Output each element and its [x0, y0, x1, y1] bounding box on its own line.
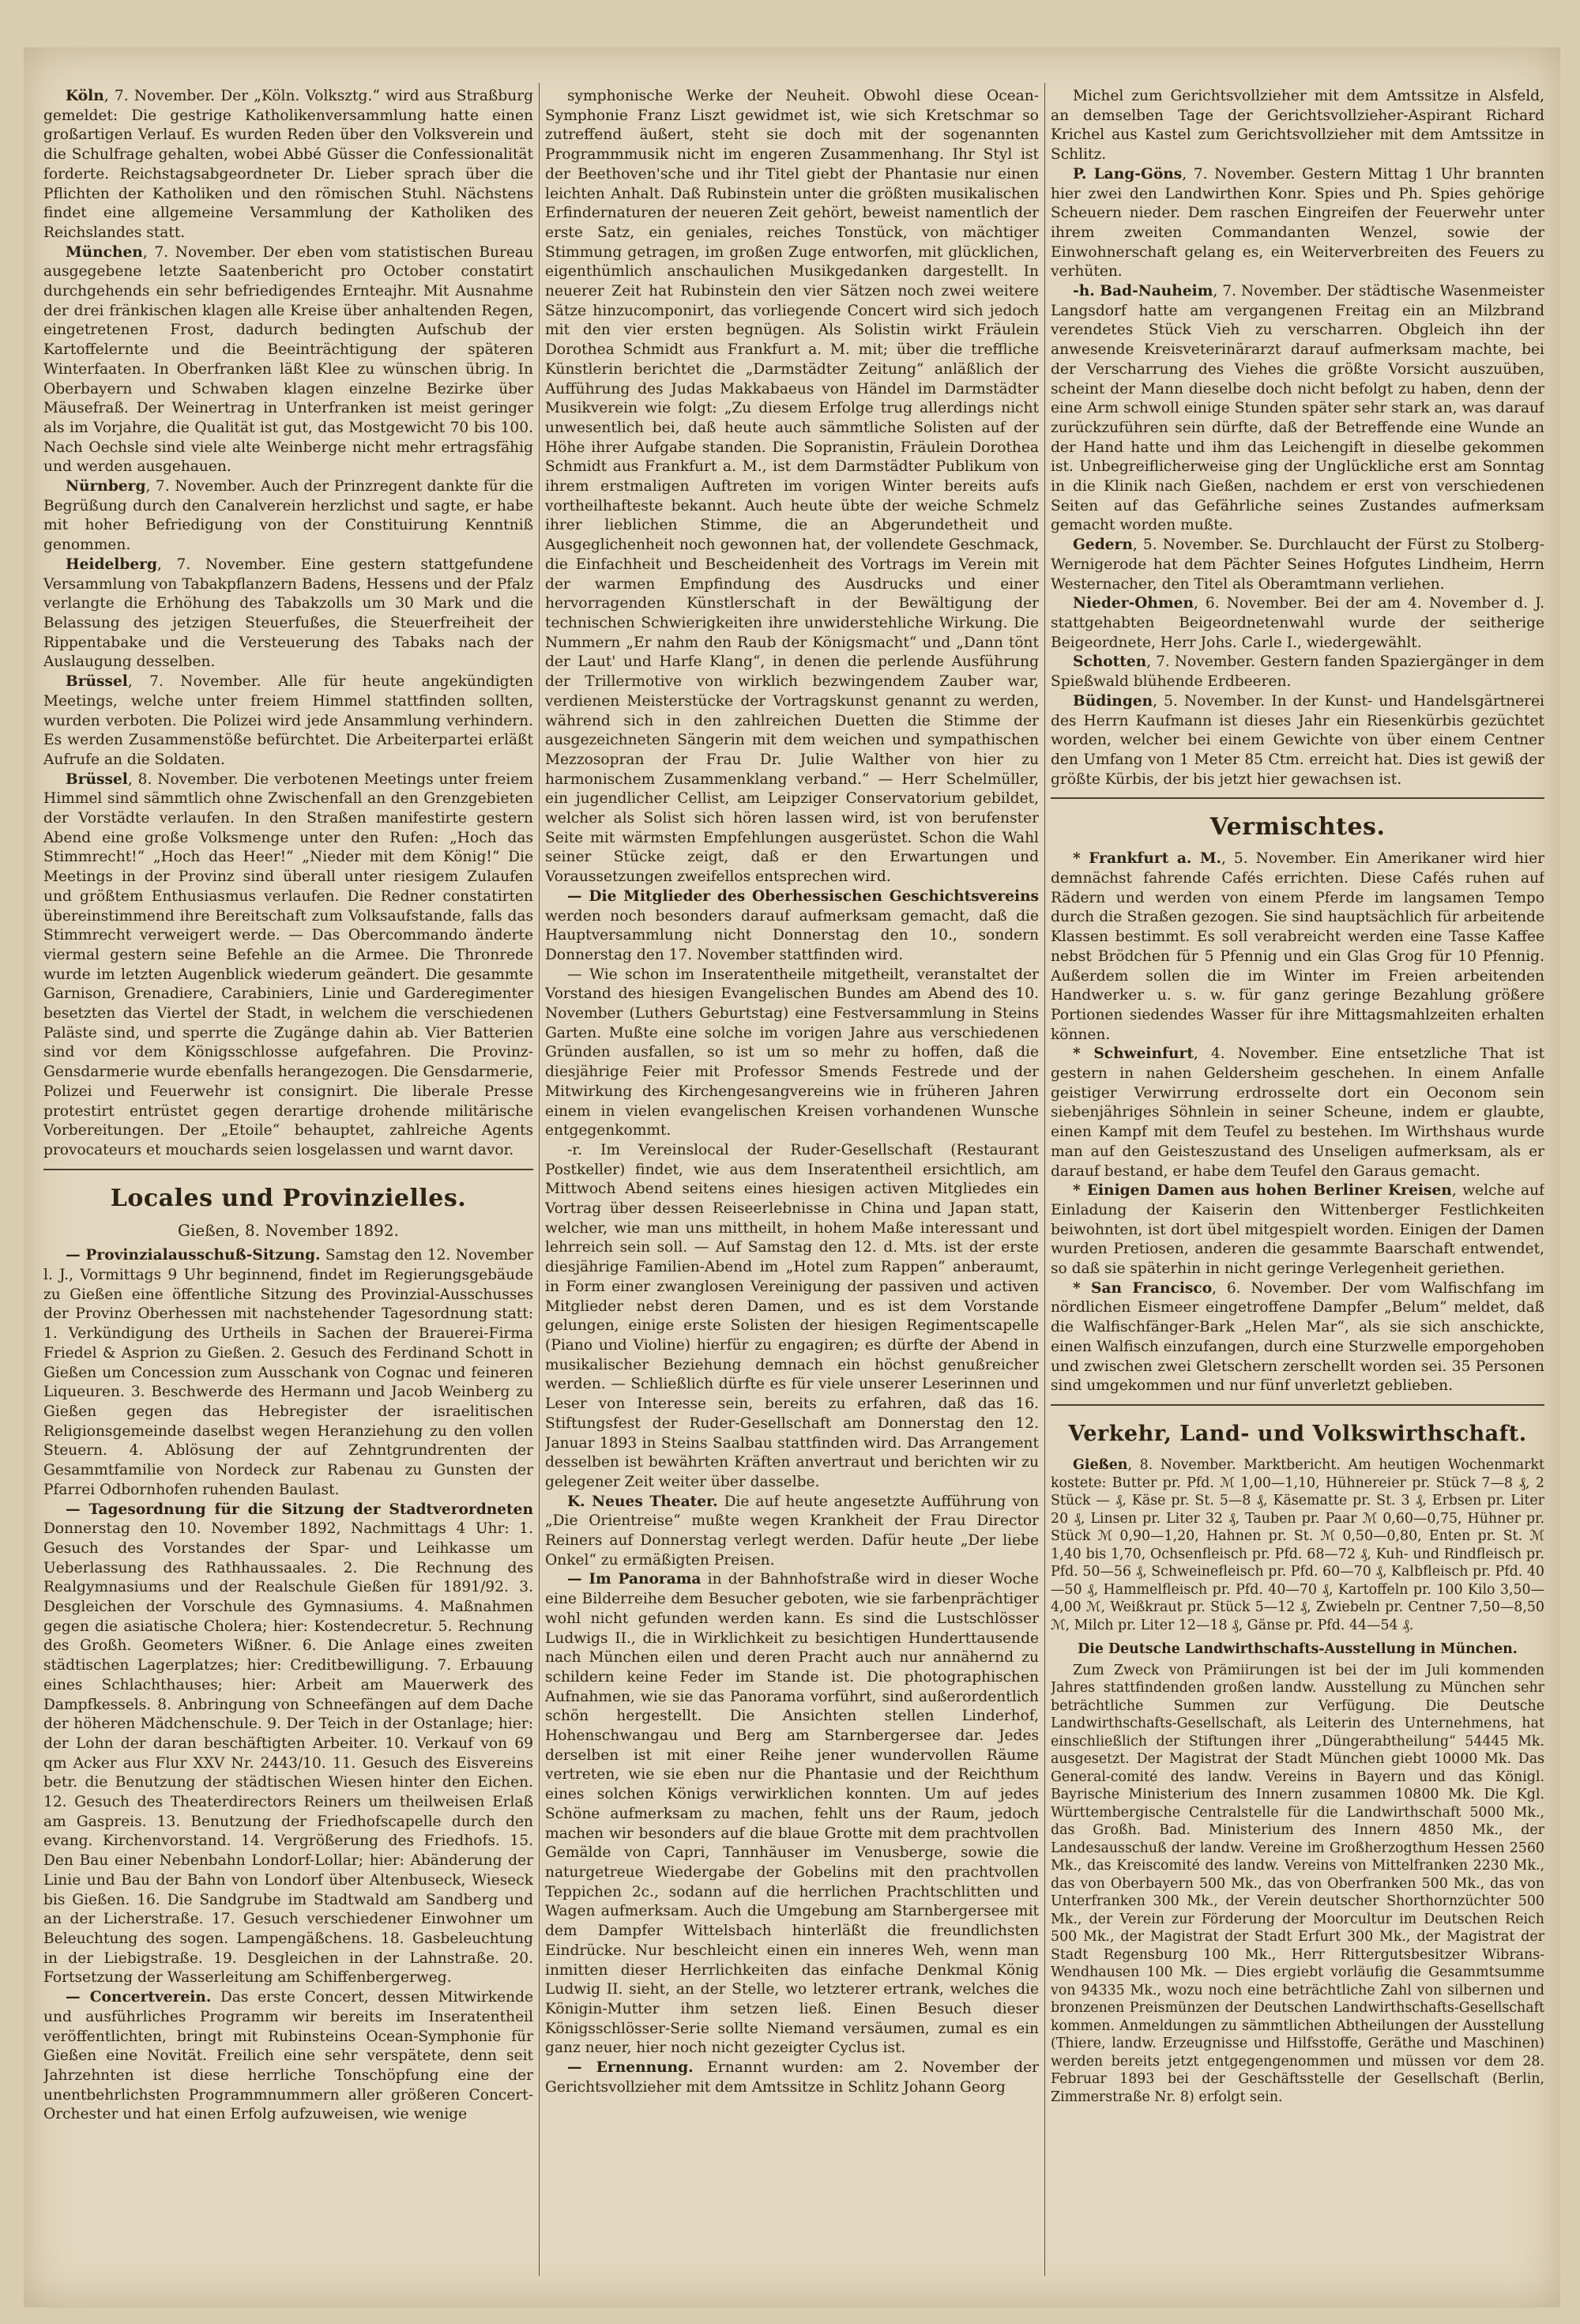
article-text: in der Bahnhofstraße wird in dieser Woche eine Bilderreihe dem Besucher geboten, wie sie farbenprächtiger wohl nicht gefunden werden kann. Es sind die Lustschlösser Ludwigs II., die in Wirklichkeit zu besichtigen Hunderttausende nach München eilen und deren Pracht auch nur annähernd zu schildern keine Feder im Stande ist. Die photographischen Aufnahmen, wie sie das Panorama vorführt, sind außerordentlich schön hergestellt. Die Ansichten stellen Linderhof, Hohenschwangau und Berg am Starnbergersee dar. Jedes derselben ist mit einer Reihe jener wundervollen Räume vertreten, wie sie eben nur die Phantasie und der Reichthum eines solchen Königs verwirklichen konnten. Um auf jedes Schöne aufmerksam zu machen, fehlt uns der Raum, jedoch machen wir besonders auf die blaue Grotte mit dem prachtvollen Gemälde von Capri, Tannhäuser im Venusberge, sowie die naturgetreue Wiedergabe der Gobelins mit den prachtvollen Teppichen 2c., sodann auf die herrlichen Prachtschlitten und Wagen aufmerksam. Auch die Umgebung am Starnbergersee mit dem Dampfer Wittelsbach hinterläßt die freundlichsten Eindrücke. Nur beschleicht einen ein inneres Weh, wenn man inmitten dieser Herrlichkeiten das einfache Denkmal König Ludwig II. sieht, an der Stelle, wo letzterer ertrank, welches die Königin-Mutter ihm setzen ließ. Einen Besuch dieser Königsschlösser-Serie sollte Niemand versäumen, zumal es ein ganz neuer, hier noch nicht gezeigter Cyclus ist.	[545, 1571, 1039, 2057]
article-text: Michel zum Gerichtsvollzieher mit dem Amtssitze in Alsfeld, an demselben Tage der Gerichtsvollzieher-Aspirant Richard Krichel aus Kastel zum Gerichtsvollzieher mit dem Amtssitze in Schlitz.	[1051, 88, 1544, 164]
article-paragraph	[43, 1246, 533, 1500]
article-paragraph	[545, 2058, 1039, 2097]
article-text: Zum Zweck von Prämiirungen ist bei der im Juli kommenden Jahres stattfindenden großen landw. Ausstellung zu München sehr beträchtliche Summen zur Verfügung. Die Deutsche Landwirthschafts-Gesellschaft, als Leiterin des Unternehmens, hat einschließlich der Stiftungen ihrer „Düngerabtheilung“ 54445 Mk. ausgesetzt. Der Magistrat der Stadt München giebt 10000 Mk. Das General-comité des landw. Vereins in Bayern und das Königl. Bayrische Ministerium des Innern zusammen 10800 Mk. Die Kgl. Württembergische Centralstelle für die Landwirthschaft 5000 Mk., das Großh. Bad. Ministerium des Innern 4850 Mk., der Landesausschuß der landw. Vereine im Großherzogthum Hessen 2560 Mk., das Kreiscomité des landw. Vereins von Mittelfranken 2230 Mk., das von Oberbayern 500 Mk., das von Oberfranken 500 Mk., das von Unterfranken 300 Mk., der Verein deutscher Shorthornzüchter 500 Mk., der Verein zur Förderung der Moorcultur im Deutschen Reich 500 Mk., der Magistrat der Stadt Erfurt 300 Mk., der Magistrat der Stadt Regensburg 100 Mk., Herr Rittergutsbesitzer Wibrans-Wendhausen 100 Mk. — Dies ergiebt vorläufig die Gesammtsumme von 94335 Mk., wozu noch eine beträchtliche Zahl von silbernen und bronzenen Preismünzen der Deutschen Landwirthschafts-Gesellschaft kommen. Anmeldungen zu sämmtlichen Abtheilungen der Ausstellung (Thiere, landw. Erzeugnisse und Hilfsstoffe, Geräthe und Maschinen) werden bereits jetzt entgegengenommen und müssen vor dem 28. Februar 1893 bei der Geschäftsstelle der Gesellschaft (Berlin, Zimmerstraße Nr. 8) erfolgt sein.	[1051, 1662, 1544, 2105]
article-lead: P. Lang-Göns	[1073, 165, 1183, 183]
article-lead: * San Francisco	[1073, 1279, 1213, 1297]
article-text: , 7. November. Gestern fanden Spaziergänger in dem Spießwald blühende Erdbeeren.	[1051, 654, 1544, 691]
article-paragraph	[43, 556, 533, 672]
article-text: , 5. November. Ein Amerikaner wird hier demnächst fahrende Cafés errichten. Diese Cafés ruhen auf Rädern und werden von einem Pferde im langsamen Tempo durch die Straßen gezogen. Sie sind hauptsächlich für arbeitende Klassen bestimmt. Es soll verabreicht werden eine Tasse Kaffee nebst Brödchen für 5 Pfennig und ein Glas Grog für 10 Pfennig. Außerdem sollen die im Winter im Freien arbeitenden Handwerker u. s. w. für ganz geringe Bezahlung größere Portionen siedendes Wasser für ihre Mittagsmahlzeiten erhalten können.	[1051, 850, 1544, 1043]
article-text: Samstag den 12. November l. J., Vormittags 9 Uhr beginnend, findet im Regierungsgebäude zu Gießen eine öffentliche Sitzung des Provinzial-Ausschusses der Provinz Oberhessen mit nachstehender Tagesordnung statt: 1. Verkündigung des Urtheils in Sachen der Brauerei-Firma Friedel & Asprion zu Gießen. 2. Gesuch des Ferdinand Schott in Gießen um Concession zum Ausschank von Cognac und feineren Liqueuren. 3. Beschwerde des Hermann und Jacob Weinberg zu Gießen gegen das Hebregister der israelitischen Religionsgemeinde daselbst wegen Heranziehung zu den vollen Steuern. 4. Ablösung der auf Zehntgrundrenten der Gesammtfamilie von Nordeck zur Rabenau zu Gunsten der Pfarrei Odbornhofen ruhenden Baulast.	[43, 1247, 533, 1498]
section-dateline: Gießen, 8. November 1892.	[178, 1220, 399, 1240]
article-text: , 7. November. Der „Köln. Volksztg.“ wird aus Straßburg gemeldet: Die gestrige Katholikenversammlung hatte einen großartigen Verlauf. Es wurden Reden über den Volksverein und die Schulfrage gehalten, wobei Abbé Güsser die Confessionalität forderte. Reichstagsabgeordneter Dr. Lieber sprach über die Pflichten der Katholiken und den römischen Stuhl. Nächstens findet eine allgemeine Versammlung der Katholiken des Reichslandes statt.	[43, 88, 533, 241]
subsection-title-ausstellung: Die Deutsche Landwirthschafts-Ausstellung in München.	[1078, 1641, 1518, 1657]
article-text: , 8. November. Marktbericht. Am heutigen Wochenmarkt kostete: Butter pr. Pfd. ℳ 1,00—1,10, Hühnereier pr. Stück 7—8 ₰, 2 Stück — ₰, Käse pr. St. 5—8 ₰, Käsematte pr. St. 3 ₰, Erbsen pr. Liter 20 ₰, Linsen pr. Liter 32 ₰, Tauben pr. Paar ℳ 0,60—0,75, Hühner pr. Stück ℳ 0,90—1,20, Hahnen pr. St. ℳ 0,50—0,80, Enten pr. St. ℳ 1,40 bis 1,70, Ochsenfleisch pr. Pfd. 68—72 ₰, Kuh- und Rindfleisch pr. Pfd. 50—56 ₰, Schweinefleisch pr. Pfd. 60—70 ₰, Kalbfleisch pr. Pfd. 40—50 ₰, Hammelfleisch pr. Pfd. 40—70 ₰, Kartoffeln pr. 100 Kilo 3,50—4,00 ℳ, Weißkraut pr. Stück 5—12 ₰, Zwiebeln pr. Centner 7,50—8,50 ℳ, Milch pr. Liter 12—18 ₰, Gänse pr. Pfd. 44—54 ₰.	[1051, 1457, 1544, 1633]
article-lead: * Frankfurt a. M.	[1073, 850, 1222, 868]
article-paragraph	[1051, 1279, 1544, 1396]
section-title-verkehr: Verkehr, Land- und Volkswirthschaft.	[1068, 1422, 1527, 1446]
article-text: , 5. November. In der Kunst- und Handelsgärtnerei des Herrn Kaufmann ist dieses Jahr ein Riesenkürbis gezüchtet worden, welcher bei einem Gewichte von über einem Centner den Umfang von 1 Meter 85 Ctm. erreicht hat. Dies ist gewiß der größte Kürbis, der bis jetzt hier gewachsen ist.	[1051, 692, 1544, 788]
section-divider	[43, 1169, 533, 1170]
article-text: , 5. November. Se. Durchlaucht der Fürst zu Stolberg-Wernigerode hat dem Pächter Seines Hofgutes Lindheim, Herrn Westernacher, den Titel als Oberamtmann verliehen.	[1051, 537, 1544, 593]
article-text: , 7. November. Der städtische Wasenmeister Langsdorf hatte am vergangenen Freitag ein an Milzbrand verendetes Stück Vieh zu verscharren. Obgleich ihn der anwesende Kreisveterinärarzt darauf aufmerksam machte, bei der Verscharrung des Viehes die größte Vorsicht auszuüben, scheint der Mann dieselbe doch nicht befolgt zu haben, denn der eine Arm schwoll einige Stunden später sehr stark an, was darauf zurückzuführen sein dürfte, daß der Betreffende eine Wunde an der Hand hatte und ihm das Leichengift in dieselbe gekommen ist. Unbegreiflicherweise ging der Unglückliche erst am Sonntag in die Klinik nach Gießen, nachdem er erst von verschiedenen Seiten auf das Gefährliche seines Zustandes aufmerksam gemacht worden mußte.	[1051, 283, 1544, 534]
column-2	[545, 87, 1039, 2276]
article-lead: Brüssel	[66, 770, 128, 788]
article-text: , 6. November. Bei der am 4. November d. J. stattgehabten Beigeordnetenwahl wurde der seitherige Beigeordnete, Herr Johs. Carle I., wiedergewählt.	[1051, 595, 1544, 651]
article-text: werden noch besonders darauf aufmerksam gemacht, daß die Hauptversammlung nicht Donnerstag den 10., sondern Donnerstag den 17. November stattfinden wird.	[545, 907, 1039, 963]
article-lead: Heidelberg	[66, 556, 157, 573]
article-paragraph	[1051, 1045, 1544, 1181]
article-lead: — Tagesordnung für die Sitzung der Stadtverordneten	[66, 1501, 533, 1518]
column-3	[1051, 87, 1544, 2276]
article-text: , 7. November. Gestern Mittag 1 Uhr brannten hier zwei den Landwirthen Konr. Spies und Ph. Spies gehörige Scheuern nieder. Dem raschen Eingreifen der Feuerwehr unter ihrem zweiten Commandanten Wenzel, sowie der Einwohnerschaft gelang es, ein Weiterverbreiten des Feuers zu verhüten.	[1051, 165, 1544, 281]
article-paragraph	[43, 243, 533, 477]
article-lead: * Einigen Damen aus hohen Berliner Kreisen	[1073, 1182, 1452, 1200]
article-text: symphonische Werke der Neuheit. Obwohl diese Ocean-Symphonie Franz Liszt gewidmet ist, wie sich Kretschmar so zutreffend äußert, steht sie doch mit der sogenannten Programmmusik nicht im engeren Zusammenhang. Ihr Styl ist der Beethoven'sche und ihr Titel giebt der Phantasie nur einen leichten Anhalt. Daß Rubinstein unter die größten musikalischen Erfindernaturen der neueren Zeit gehört, beweist namentlich der erste Satz, ein geniales, reiches Tonstück, von mächtiger Stimmung getragen, im großen Zuge entworfen, mit glücklichen, eigenthümlich anschaulichen Musikgedanken dargestellt. In neuerer Zeit hat Rubinstein den vier Sätzen noch zwei weitere Sätze hinzucomponirt, das vorliegende Concert wird sich jedoch mit den vier ersten begnügen. Als Solistin wirkt Fräulein Dorothea Schmidt aus Frankfurt a. M. mit; über die treffliche Künstlerin berichtet die „Darmstädter Zeitung“ anläßlich der Aufführung des Judas Makkabaeus von Händel im Darmstädter Musikverein wie folgt: „Zu diesem Erfolge trug allerdings nicht unwesentlich bei, daß heute auch sämmtliche Solisten auf der Höhe ihrer Aufgabe standen. Die Sopranistin, Fräulein Dorothea Schmidt aus Frankfurt a. M., ist dem Darmstädter Publikum von ihrem erstmaligen Auftreten im vorigen Winter bereits aufs vortheilhafteste bekannt. Auch heute übte der weiche Schmelz ihrer lieblichen Stimme, die an Abgerundetheit und Ausgeglichenheit noch gewonnen hat, der vollendete Geschmack, die Einfachheit und Bescheidenheit des Vortrags im Verein mit der warmen Empfindung des Ausdrucks und einer hervorragenden Künstlerschaft in der Bewältigung der technischen Schwierigkeiten ihre unwiderstehliche Wirkung. Die Nummern „Er nahm den Raub der Königsmacht“ und „Dann tönt der Laut' und Harfe Klang“, in denen die perlende Ausführung der Trillermotive von wirklich bezwingendem Zauber war, verdienen Meisterstücke der Vortragskunst genannt zu werden, während sich in den zahlreichen Duetten die Stimme der ausgezeichneten Sängerin mit dem weichen und sympathischen Mezzosopran der Frau Dr. Julie Walther von hier zu harmonischem Zusammenklang verband.“ — Herr Schelmüller, ein jugendlicher Cellist, am Leipziger Conservatorium gebildet, welcher als Solist sich hören lassen wird, ist von berufenster Seite mit wärmsten Empfehlungen ausgerüstet. Schon die Wahl seiner Stücke zeigt, daß er den Erwartungen und Voraussetzungen zweifellos entsprechen wird.	[545, 88, 1039, 886]
article-paragraph	[1051, 1181, 1544, 1279]
article-paragraph	[43, 1988, 533, 2125]
section-divider	[1051, 1404, 1544, 1406]
article-paragraph	[545, 1570, 1039, 2058]
article-lead: * Schweinfurt	[1073, 1045, 1194, 1063]
article-lead: — Provinzialausschuß-Sitzung.	[66, 1247, 321, 1264]
article-paragraph	[1051, 653, 1544, 691]
article-text: , 7. November. Alle für heute angekündigten Meetings, welche unter freiem Himmel stattfinden sollten, wurden verboten. Die Polizei wird jede Ansammlung verhindern. Es werden Zusammenstöße befürchtet. Die Arbeiterpartei erläßt Aufrufe an die Soldaten.	[43, 673, 533, 768]
article-lead: — Die Mitglieder des Oberhessischen Geschichtsvereins	[567, 887, 1039, 905]
article-lead: — Ernennung.	[567, 2059, 694, 2077]
article-lead: Schotten	[1073, 654, 1147, 671]
column-rule	[1044, 83, 1045, 2276]
article-lead: Nieder-Ohmen	[1073, 595, 1194, 612]
article-paragraph	[1051, 692, 1544, 790]
article-paragraph	[1051, 282, 1544, 536]
article-lead: Nürnberg	[66, 478, 146, 495]
article-lead: — Im Panorama	[567, 1571, 702, 1588]
article-paragraph	[545, 1493, 1039, 1571]
article-lead: Büdingen	[1073, 692, 1153, 710]
article-paragraph	[545, 966, 1039, 1141]
article-lead: Köln	[66, 88, 104, 104]
article-paragraph	[545, 1141, 1039, 1493]
article-paragraph	[1051, 1662, 1544, 2107]
article-paragraph	[1051, 1456, 1544, 1634]
article-text: Ernannt wurden: am 2. November der Gerichtsvollzieher mit dem Amtssitze in Schlitz Johann Georg	[545, 2059, 1039, 2096]
article-paragraph	[1051, 536, 1544, 594]
article-paragraph	[1051, 165, 1544, 282]
article-lead: -h. Bad-Nauheim	[1073, 283, 1213, 300]
article-text: Das erste Concert, dessen Mitwirkende und ausführliches Programm wir bereits im Inseratentheil veröffentlichten, bringt mit Rubinsteins Ocean-Symphonie für Gießen eine Novität. Freilich eine sehr verspätete, denn seit Jahrzehnten ist diese herrliche Tonschöpfung eine der unentbehrlichsten Programmnummern aller größeren Concert-Orchester und hat einen Erfolg aufzuweisen, wie wenige	[43, 1989, 533, 2123]
article-paragraph	[43, 477, 533, 556]
section-title-vermischtes: Vermischtes.	[1209, 813, 1386, 842]
article-text: — Wie schon im Inseratentheile mitgetheilt, veranstaltet der Vorstand des hiesigen Evangelischen Bundes am Abend des 10. November (Luthers Geburtstag) eine Festversammlung in Steins Garten. Mußte eine solche im vorigen Jahre aus verschiedenen Gründen ausfallen, so ist um so mehr zu hoffen, daß die diesjährige Feier mit Professor Smends Festrede und der Mitwirkung des Kirchengesangvereins wie in früheren Jahren einem in vielen evangelischen Kreisen vorhandenen Wunsche entgegenkommt.	[545, 966, 1039, 1139]
article-paragraph	[545, 87, 1039, 887]
section-title-locales: Locales und Provinzielles.	[110, 1184, 467, 1212]
article-text: Die auf heute angesetzte Aufführung von „Die Orientreise“ mußte wegen Krankheit der Frau Director Reiners auf Donnerstag verlegt werden. Dafür heute „Der liebe Onkel“ zu ermäßigten Preisen.	[545, 1493, 1039, 1569]
column-rule	[539, 83, 540, 2276]
article-paragraph	[1051, 594, 1544, 653]
article-lead: Gedern	[1073, 537, 1133, 554]
article-text: -r. Im Vereinslocal der Ruder-Gesellschaft (Restaurant Postkeller) findet, wie aus dem Inseratentheil ersichtlich, am Mittwoch Abend seitens eines hiesigen activen Mitgliedes ein Vortrag über dessen Reiseerlebnisse in China und Japan statt, welcher, wie man uns mittheilt, in hohem Maße interessant und lehrreich sein soll. — Auf Samstag den 12. d. Mts. ist der erste diesjährige Familien-Abend im „Hotel zum Rappen“ anberaumt, in Form einer zwanglosen Vereinigung der passiven und activen Mitglieder nebst deren Damen, und es ist dem Vorstande gelungen, einige erste Solisten der hiesigen Regimentscapelle (Piano und Violine) hierfür zu engagiren; es dürfte der Abend in musikalischer Beziehung demnach ein höchst genußreicher werden. — Schließlich dürfte es für viele unserer Leserinnen und Leser von Interesse sein, bereits zu erfahren, daß das 16. Stiftungsfest der Ruder-Gesellschaft am Donnerstag den 12. Januar 1893 in Steins Saalbau stattfinden wird. Das Arrangement desselben ist bewährten Kräften anvertraut und berichten wir zu gelegener Zeit weiter über dasselbe.	[545, 1141, 1039, 1490]
article-paragraph	[545, 887, 1039, 966]
article-paragraph	[43, 87, 533, 243]
article-paragraph	[1051, 87, 1544, 165]
article-lead: Gießen	[1073, 1457, 1128, 1473]
newspaper-page	[24, 47, 1560, 2307]
article-text: , 7. November. Eine gestern stattgefundene Versammlung von Tabakpflanzern Badens, Hessens und der Pfalz verlangte die Erhöhung des Tabakzolls um 30 Mark und die Belassung des jetzigen Steuerfußes, die Steuerfreiheit der Rippentabake und die Versteuerung des Tabaks nach der Auslaugung desselben.	[43, 556, 533, 671]
article-lead: K. Neues Theater.	[567, 1493, 718, 1510]
article-text: , 7. November. Auch der Prinzregent dankte für die Begrüßung durch den Canalverein herzlichst und sagte, er habe mit hoher Befriedigung von der Constituirung Kenntniß genommen.	[43, 478, 533, 554]
article-text: , 4. November. Eine entsetzliche That ist gestern in nahen Geldersheim geschehen. In einem Anfalle geistiger Verwirrung erdrosselte dort ein Oeconom sein siebenjähriges Söhnlein in seiner Scheune, indem er glaubte, einen Kampf mit dem Teufel zu bestehen. Im Wirthshaus wurde man auf den Geisteszustand des Unseligen aufmerksam, als er darauf bestand, er habe dem Teufel den Garaus gemacht.	[1051, 1045, 1544, 1180]
article-text: , welche auf Einladung der Kaiserin den Wittenberger Festlichkeiten beiwohnten, ist dort übel mitgespielt worden. Einigen der Damen wurden Pretiosen, anderen die gesammte Baarschaft entwendet, so daß sie späterhin in nicht geringe Verlegenheit geriethen.	[1051, 1182, 1544, 1278]
article-lead: München	[66, 243, 143, 261]
article-paragraph	[43, 1501, 533, 1989]
article-paragraph	[1051, 849, 1544, 1045]
article-text: , 6. November. Der vom Walfischfang im nördlichen Eismeer eingetroffene Dampfer „Belum“ meldet, daß die Walfischfänger-Bark „Helen Mar“, als sie sich anschickte, einen Walfisch einzufangen, durch eine Sturzwelle emporgehoben und zwischen zwei Gletschern zerschellt worden sei. 35 Personen sind umgekommen und nur fünf unverletzt geblieben.	[1051, 1279, 1544, 1395]
article-lead: — Concertverein.	[66, 1989, 212, 2006]
article-paragraph	[43, 770, 533, 1161]
article-paragraph	[43, 672, 533, 770]
article-lead: Brüssel	[66, 673, 128, 691]
article-text: Donnerstag den 10. November 1892, Nachmittags 4 Uhr: 1. Gesuch des Vorstandes der Spar- und Leihkasse um Ueberlassung des Rathhaussaales. 2. Die Rechnung des Realgymnasiums und der Realschule Gießen für 1891/92. 3. Desgleichen der Vorschule des Gymnasiums. 4. Maßnahmen gegen die asiatische Cholera; hier: Kostendecretur. 5. Rechnung des Großh. Geometers Wißner. 6. Die Anlage eines zweiten städtischen Lagerplatzes; hier: Creditbewilligung. 7. Erbauung eines Schlachthauses; hier: Arbeit am Mauerwerk des Dampfkessels. 8. Anbringung von Schneefängen auf dem Dache der höheren Mädchenschule. 9. Der Teich in der Ostanlage; hier: der Lohn der daran beschäftigten Arbeiter. 10. Verkauf von 69 qm Acker aus Flur XXV Nr. 2443/10. 11. Gesuch des Eisvereins betr. die Benutzung der städtischen Wiesen hinter den Eichen. 12. Gesuch des Theaterdirectors Reiners um theilweisen Erlaß am Gaspreis. 13. Benutzung der Friedhofscapelle durch den evang. Kirchenvorstand. 14. Vergrößerung des Friedhofs. 15. Den Bau einer Nebenbahn Londorf-Lollar; hier: Abänderung der Linie und Bau der Bahn von Londorf über Altenbuseck, Wieseck bis Gießen. 16. Die Sandgrube im Stadtwald am Sandberg und an der Licherstraße. 17. Gesuch verschiedener Einwohner um Beleuchtung des sogen. Lampengäßchens. 18. Gasbeleuchtung in der Liebigstraße. 19. Desgleichen in der Lahnstraße. 20. Fortsetzung der Wasserleitung am Schiffenbergerweg.	[43, 1520, 533, 1987]
section-divider	[1051, 797, 1544, 799]
article-text: , 8. November. Die verbotenen Meetings unter freiem Himmel sind sämmtlich ohne Zwischenfall an den Grenzgebieten der Vorstädte verlaufen. In den Straßen manifestirte gestern Abend eine große Volksmenge unter den Rufen: „Hoch das Stimmrecht!“ „Hoch das Heer!“ „Nieder mit dem König!“ Die Meetings in der Provinz sind überall unter riesigem Zulaufen und größtem Enthusiasmus verlaufen. Die Redner constatirten übereinstimmend ihre Bereitschaft zum Volksaufstande, falls das Stimmrecht verweigert werde. — Das Obercommando änderte viermal gestern seine Befehle an die Armee. Die Thronrede wurde im letzten Augenblick wiederum geändert. Die gesammte Garnison, Grenadiere, Carabiniers, Linie und Garderegimenter besetzten das Viertel der Stadt, in welchem die verschiedenen Paläste sind, und sperrte die Zugänge dahin ab. Vier Batterien sind vor dem Königsschlosse aufgefahren. Die Provinz-Gensdarmerie wurde ebenfalls herangezogen. Die Gensdarmerie, Polizei und Feuerwehr ist consignirt. Die liberale Presse protestirt entrüstet gegen derartige drohende militärische Vorbereitungen. Der „Etoile“ behauptet, zahlreiche Agents provocateurs et mouchards seien losgelassen und warnt davor.	[43, 770, 533, 1158]
article-text: , 7. November. Der eben vom statistischen Bureau ausgegebene letzte Saatenbericht pro October constatirt durchgehends ein sehr befriedigendes Ernteajhr. Mit Ausnahme der drei fränkischen klagen alle Kreise über anhaltenden Regen, eingetretenen Frost, dadurch bedingten Aufschub der Kartoffelernte und die Beeinträchtigung der späteren Winterfaaten. In Oberfranken läßt Klee zu wünschen übrig. In Oberbayern und Schwaben klagen einzelne Bezirke über Mäusefraß. Der Weinertrag in Unterfranken ist meist geringer als im Vorjahre, die Qualität ist gut, das Mostgewicht 70 bis 100. Nach Oechsle sind viele alte Weinberge nicht mehr ertragsfähig und werden ausgehauen.	[43, 243, 533, 476]
column-1	[43, 87, 533, 2276]
